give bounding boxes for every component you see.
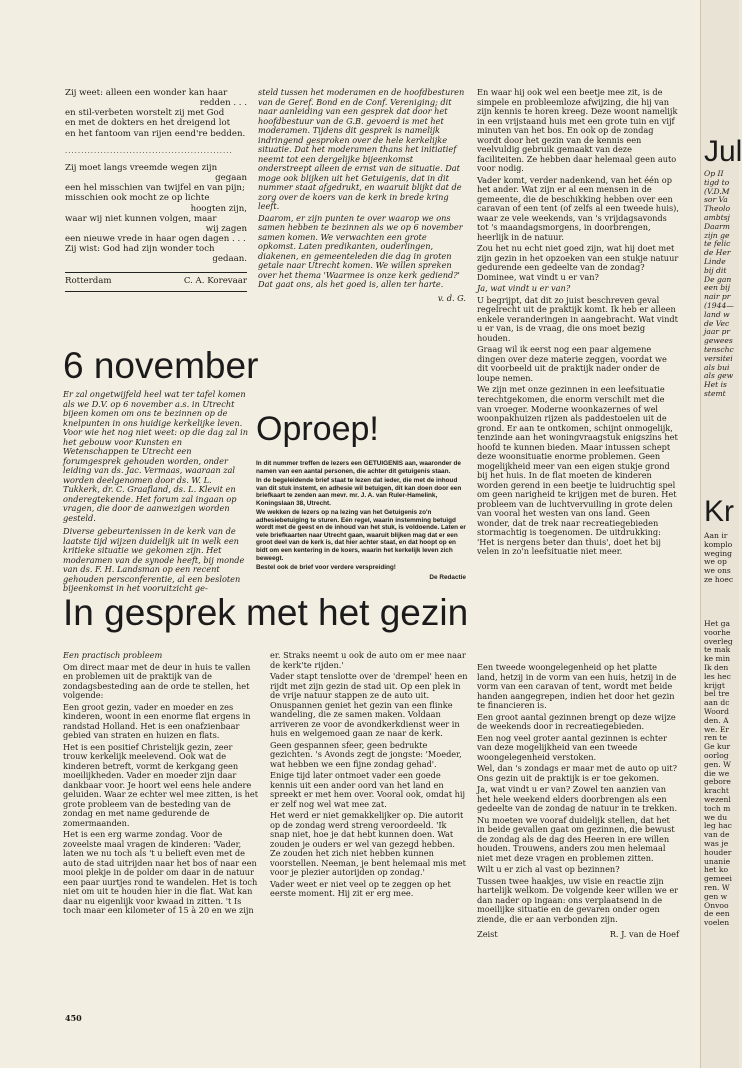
text-line: we op — [704, 557, 727, 567]
paragraph: Er zal ongetwijfeld heel wat ter tafel komen als we D.V. op 6 november a.s. in Utrecht bijeen komen om ons te bezinnen op de knelpunten in ons huidige kerkelijke leven. Voor wie het nog niet weet: op die dag zal in het gebouw voor Kunsten en Wetenschappen te Utrecht een forumgesprek gehouden worden, onder leiding van ds. Jac. Vermaas, waaraan zal worden deelgenomen door ds. W. L. Tukkerk, dr. C. Graafland, ds. L. Klevit en onderegtekende. Het forum zal ingaan op vragen, die door de aanwezigen worden gesteld. — [63, 389, 249, 523]
text-line: die we — [704, 768, 730, 778]
text-line: gewees — [704, 336, 733, 346]
paragraph: steld tussen het moderamen en de hoofdbesturen van de Geref. Bond en de Conf. Vereniging; dit naar aanleiding van een gesprek dat door het hoofdbestuur van de G.B. gevoerd is met het moderamen. Tijdens dit gesprek is namelijk indringend gesproken over de hele kerkelijke situatie. Dat het moderamen thans het initiatief neemt tot een dergelijke bijeenkomst onderstreept alleen de ernst van de situatie. Dat moge ook blijken uit het Getuigenis, dat in dit nummer staat afgedrukt, en waaruit blijkt dat de zorg over de koers van de kerk in brede kring leeft. — [258, 87, 465, 212]
paragraph: Diverse gebeurtenissen in de kerk van de laatste tijd wijzen duidelijk uit in welk een kritieke situatie we gekomen zijn. Het moderamen van de synode heeft, bij monde van ds. F. H. Landsman op een recent gehouden persconferentie, al een besloten bijeenkomst in het vooruitzicht ge- — [63, 526, 245, 594]
text-line: als bui — [704, 362, 730, 372]
column-3-top — [477, 88, 679, 559]
text-line: Woord — [704, 706, 729, 716]
poem-line: wij zagen — [205, 223, 247, 234]
text-line: de Vec — [704, 318, 730, 328]
article-title-gesprek: In gesprek met het gezin — [63, 592, 469, 633]
paragraph: En waar hij ook wel een beetje mee zit, is de simpele en probleemloze afwijzing, die hij van zijn kennis te horen kreeg. Deze woont namelijk in een vrijstaand huis met een grote tuin en vijf minuten van het bos. En ook op de zondag wordt door het gezin van de kennis een veelvuldig gebruik gemaakt van deze faciliteiten. Ze hebben daar helemaal geen auto voor nodig. — [477, 87, 678, 174]
paragraph: Enige tijd later ontmoet vader een goede kennis uit een ander oord van het land en spreekt er met hem over. Vooral ook, omdat hij er zelf nog wel wat mee zat. — [270, 770, 466, 809]
text-line: land w — [704, 309, 730, 319]
text-line: Theolo — [704, 204, 731, 214]
text-line: les hec — [704, 671, 731, 681]
paragraph: Het is een erg warme zondag. Voor de zoveelste maal vragen de kinderen: 'Vader, laten we nu toch als 't u belieft even met de auto de stad uitrijden naar het bos of naar een mooi plekje in de polder om daar in de natuur een paar uurtjes rond te wandelen. Het is toch niet om uit te houden hier in die flat. Wat kan daar nu eigenlijk voor kwaad in zitten. 't Is toch maar een kilometer of 15 à 20 en we zijn — [63, 829, 258, 916]
article-intro-continued — [258, 88, 466, 303]
text-line: leg hac — [704, 821, 732, 831]
paragraph: Vader komt, verder nadenkend, van het één op het ander. Wat zijn er al een mensen in de gemeente, die de beschikking hebben over een caravan of een tent (of zelfs al een tweede huis), waar ze vele weekends, van 's vrijdagsavonds tot 's maandagsmorgens, in doorbrengen, heerlijk in de natuur. — [477, 174, 679, 242]
poem-author: C. A. Korevaar — [183, 276, 247, 287]
text-line: weging — [704, 548, 733, 558]
text-line: jaar pr — [704, 327, 730, 337]
text-line: ambtsj — [704, 212, 730, 222]
text-line: tenschc — [704, 344, 734, 354]
poem-line: en met de dokters en het dreigend lot — [65, 118, 231, 129]
text-line: gebore — [704, 777, 731, 787]
text-line: nair pr — [704, 292, 731, 302]
text-line: den. A — [704, 715, 729, 725]
poem-line: en het fantoom van rijen eend're bedden. — [65, 128, 246, 139]
paragraph: We wekken de lezers op na lezing van het Getuigenis zo'n adhesiebetuiging te sturen. Eén regel, waarin instemming betuigd wordt met de geest en de inhoud van het stuk, is voldoende. Laten er vele briefkaarten naar Utrecht gaan, waaruit blijken mag dat er een groot deel van de kerk is, dat hier achter staat, en dat hoopt op en bidt om een kentering in de koers, waarin het kerkelijk leven zich beweegt. — [256, 509, 466, 562]
oproep-signoff: De Redactie — [429, 573, 466, 581]
poem-signature — [65, 272, 247, 286]
text-line: Ge kur — [704, 742, 731, 752]
text-line: voelen — [704, 918, 730, 928]
text-line: de Her — [704, 248, 731, 258]
poem-stanza-2 — [65, 163, 247, 264]
text-line: Linde — [704, 256, 726, 266]
paragraph: Ja, wat vindt u er van? Zowel ten aanzien van het hele weekend elders doorbrengen als een gedeelte van de zondag de natuur in te trekken. — [477, 784, 678, 814]
text-line: we ons — [704, 566, 731, 576]
paragraph: Een groot aantal gezinnen brengt op deze wijze de weekends door in recreatiegebieden. — [477, 711, 676, 732]
article-place: Zeist — [477, 929, 498, 940]
divider — [65, 291, 247, 292]
article-title-6-november: 6 november — [63, 345, 259, 386]
page-number: 450 — [65, 1013, 82, 1023]
text-line: oorlog — [704, 750, 729, 760]
gesprek-column-1 — [63, 651, 259, 918]
text-line: overleg — [704, 636, 733, 646]
text-line: krijgt — [704, 680, 725, 690]
text-line: Onvoo — [704, 900, 729, 910]
text-line: gen w — [704, 891, 728, 901]
text-line: zijn ge — [704, 230, 730, 240]
text-line: te felic — [704, 239, 731, 249]
subheading: Ja, wat vindt u er van? — [477, 283, 571, 294]
paragraph: Een tweede woongelegenheid op het platte land, hetzij in de vorm van een huis, hetzij in de vorm van een caravan of tent, wordt met beide handen aangegrepen, indien het door het gezin te financieren is. — [477, 662, 677, 711]
paragraph: Geen gespannen sfeer, geen bedrukte gezichten. 's Avonds zegt de jongste: 'Moeder, wat hebben we een fijne zondag gehad'. — [270, 739, 462, 769]
text-line: tigd to — [704, 177, 730, 187]
poem-line: een nieuwe vrede in haar ogen dagen . . . — [65, 233, 246, 244]
gesprek-column-2 — [270, 651, 468, 901]
poem-line: waar wij niet kunnen volgen, maar — [65, 213, 217, 224]
paragraph: Een nog veel groter aantal gezinnen is echter van deze mogelijkheid van een tweede woongelegenheid verstoken. — [477, 732, 667, 762]
text-line: (1944— — [704, 300, 734, 310]
paragraph: Bestel ook de brief voor verdere verspreiding! — [256, 564, 396, 572]
oproep-title: Oproep! — [256, 410, 379, 448]
paragraph: In dit nummer treffen de lezers een GETUIGENIS aan, waaronder de namen van een aantal personen, die achter dit getuigenis staan. — [256, 460, 461, 475]
text-line: voorhe — [704, 627, 731, 637]
adjacent-heading-2: Kr — [704, 495, 734, 528]
text-line: we du — [704, 812, 728, 822]
paragraph: Tussen twee haakjes, uw visie en reactie zijn hartelijk welkom. De volgende keer willen we er dan nader op ingaan: ons verplaatsend in de moeilijke situatie en de gevaren onder ogen ziende, die er aan verbonden zijn. — [477, 875, 679, 924]
text-line: ren te — [704, 733, 727, 743]
text-line: Ik den — [704, 662, 729, 672]
paragraph: Wilt u er zich al vast op bezinnen? — [477, 864, 620, 875]
poem-separator: .................................................... — [65, 146, 233, 155]
text-line: (V.D.M — [704, 186, 730, 196]
paragraph: In de begeleidende brief staat te lezen dat ieder, die met de inhoud van dit stuk instemt, en adhesie wil betuigen, dit kan doen door een briefkaart te zenden aan mevr. mr. J. A. van Ruler-Hamelink, Koningslaan 38, Utrecht. — [256, 477, 462, 507]
text-line: bel tre — [704, 689, 730, 699]
text-line: Daarm — [704, 221, 730, 231]
text-line: Het is — [704, 380, 727, 390]
poem-line: misschien ook mocht ze op lichte — [65, 193, 210, 204]
text-line: ze hoec — [704, 574, 734, 584]
text-line: bij dit — [704, 265, 727, 275]
paragraph: Nu moeten we vooraf duidelijk stellen, dat het in beide gevallen gaat om gezinnen, die bewust de zondag als de dag des Heeren in ere willen houden. Trouwens, anders zou men helemaal niet met deze vragen en problemen zitten. — [477, 814, 675, 863]
poem-line: redden . . . — [199, 98, 247, 109]
text-line: was je — [704, 838, 729, 848]
paragraph: Graag wil ik eerst nog een paar algemene dingen over deze materie zeggen, voordat we dit voorbeeld uit de praktijk nader onder de loupe nemen. — [477, 344, 667, 383]
poem — [65, 88, 247, 292]
text-line: sor Va — [704, 195, 728, 205]
text-line: als gew — [704, 371, 734, 381]
poem-line: Zij weet: alleen een wonder kan haar — [65, 88, 228, 98]
text-line: unanie — [704, 856, 731, 866]
poem-line: gegaan — [215, 173, 247, 184]
text-line: we. Er — [704, 724, 729, 734]
text-line: ren. W — [704, 882, 730, 892]
poem-line: en stil-verbeten worstelt zij met God — [65, 108, 225, 119]
subheading: Een practisch probleem — [63, 650, 163, 660]
text-line: ke min — [704, 654, 731, 664]
text-line: de een — [704, 909, 730, 919]
text-line: stemt — [704, 388, 726, 398]
poem-line: hoogten zijn, — [190, 203, 247, 214]
paragraph: Een groot gezin, vader en moeder en zes kinderen, woont in een enorme flat ergens in randstad Holland. Het is een onafzienbaar gebied van straten en huizen en flats. — [63, 701, 251, 741]
text-line: gemeei — [704, 874, 732, 884]
poem-line: Zij moet langs vreemde wegen zijn — [65, 162, 218, 173]
paragraph: Wel, dan 's zondags er maar met de auto op uit? Ons gezin uit de praktijk is er toe gekomen. — [477, 763, 678, 783]
text-line: het ko — [704, 865, 729, 875]
poem-line: gedaan. — [212, 254, 247, 265]
adjacent-heading-1: Jul — [704, 135, 742, 168]
poem-place: Rotterdam — [65, 276, 112, 287]
paragraph: Zou het nu echt niet goed zijn, wat hij doet met zijn gezin in het opzoeken van een stukje natuur gedurende een gedeelte van de zondag? Dominee, wat vindt u er van? — [477, 243, 679, 282]
article-author: R. J. van de Hoef — [609, 929, 679, 940]
adjacent-column-2 — [704, 532, 740, 585]
article-signature — [477, 930, 679, 940]
text-line: komplo — [704, 539, 733, 549]
paragraph: Vader stapt tenslotte over de 'drempel' heen en rijdt met zijn gezin de stad uit. Op een plek in de vrije natuur stappen ze de auto uit. Onuspannen geniet het gezin van een flinke wandeling, die ze samen maken. Voldaan arriveren ze voor de avondkerkdienst weer in huis en welgemoed gaan ze naar de kerk. — [270, 671, 468, 739]
paragraph: Het werd er niet gemakkelijker op. Die autorit op de zondag werd streng veroordeeld. 'Ik snap niet, hoe je dat hebt kunnen doen. Wat zouden je ouders er wel van gezegd hebben. Ze zouden het zich niet hebben kunnen voorstellen. Neeman, je bent helemaal mis met voor je plezier autorijden op zondag.' — [270, 810, 466, 878]
poem-line: Zij wist: God had zijn wonder toch — [65, 244, 215, 255]
text-line: wezenl — [704, 794, 731, 804]
text-line: Op II — [704, 169, 724, 178]
article-intro-6-november — [63, 390, 249, 598]
text-line: gen. W — [704, 759, 731, 769]
adjacent-column-1 — [704, 170, 740, 399]
text-line: Aan ir — [704, 531, 728, 540]
paragraph: er. Straks neemt u ook de auto om er mee naar de kerk'te rijden.' — [270, 650, 466, 670]
paragraph: We zijn met onze gezinnen in een leefsituatie terechtgekomen, die enorm verschilt met die van vroeger. Moderne woonkazernes of wel woonpakhuizen rijzen als paddestoelen uit de grond. Er aan te ontkomen, schijnt onmogelijk, tenzinde aan het woningvraagstuk enigszins het hoofd te kunnen bieden. Maar intussen schept deze woonsituatie enorme problemen. Geen mogelijkheid meer van een eigen stukje grond bij het huis. In de flat moeten de kinderen worden gerend in een beetje te luidruchtig spel om geen narigheid te krijgen met de buren. Het probleem van de luchtvervuiling in grote delen van vooral het westen van ons land. Geen wonder, dat de trek naar recreatiegebieden stormachtig is toegenomen. De uitdrukking: 'Het is nergens beter dan thuis', doet het bij velen in zo'n leefsituatie niet meer. — [477, 384, 678, 557]
paragraph: Daarom, er zijn punten te over waarop we ons samen hebben te bezinnen als we op 6 november samen komen. We verwachten een grote opkomst. Laten predikanten, ouderlingen, diakenen, en gemeenteleden die dag in groten getale naar Utrecht komen. We willen spreken over het thema 'Waarmee is onze kerk gediend?' Dat gaat ons, als het goed is, allen ter harte. — [258, 212, 463, 290]
gesprek-column-3 — [477, 663, 679, 940]
paragraph: Vader weet er niet veel op te zeggen op het eerste moment. Hij zit er erg mee. — [270, 878, 451, 899]
text-line: te mak — [704, 645, 731, 655]
text-line: versitei — [704, 353, 733, 363]
text-line: toch m — [704, 803, 731, 813]
oproep-body — [256, 460, 466, 583]
text-line: een bij — [704, 283, 730, 293]
text-line: houder — [704, 847, 732, 857]
text-line: De gan — [704, 274, 732, 284]
text-line: aan dc — [704, 698, 730, 708]
text-line: kracht — [704, 786, 729, 796]
poem-stanza-1 — [65, 88, 247, 139]
text-line: van de — [704, 830, 730, 840]
poem-line: een hel misschien van twijfel en van pijn; — [65, 183, 245, 194]
adjacent-column-3 — [704, 620, 740, 928]
paragraph: Het is een positief Christelijk gezin, zeer trouw kerkelijk meelevend. Ook wat de kinderen betreft, vormt de kerkgang geen moeilijkheden. Vader en moeder zijn daar dankbaar voor. Je hoort wel eens hele andere geluiden. Waar ze echter wel mee zitten, is het grote probleem van de besteding van de zondag en met name gedurende de zomermaanden. — [63, 741, 259, 828]
paragraph: Om direct maar met de deur in huis te vallen en problemen uit de praktijk van de zondagsbesteding aan de orde te stellen, het volgende: — [63, 661, 251, 701]
paragraph: U begrijpt, dat dit zo juist beschreven geval regelrecht uit de praktijk komt. Ik heb er alleen enkele veranderingen in aangebracht. Wat vindt u er van, is de vraag, die ons moet bezig houden. — [477, 294, 678, 343]
text-line: Het ga — [704, 619, 730, 628]
author-initials: v. d. G. — [437, 292, 466, 303]
